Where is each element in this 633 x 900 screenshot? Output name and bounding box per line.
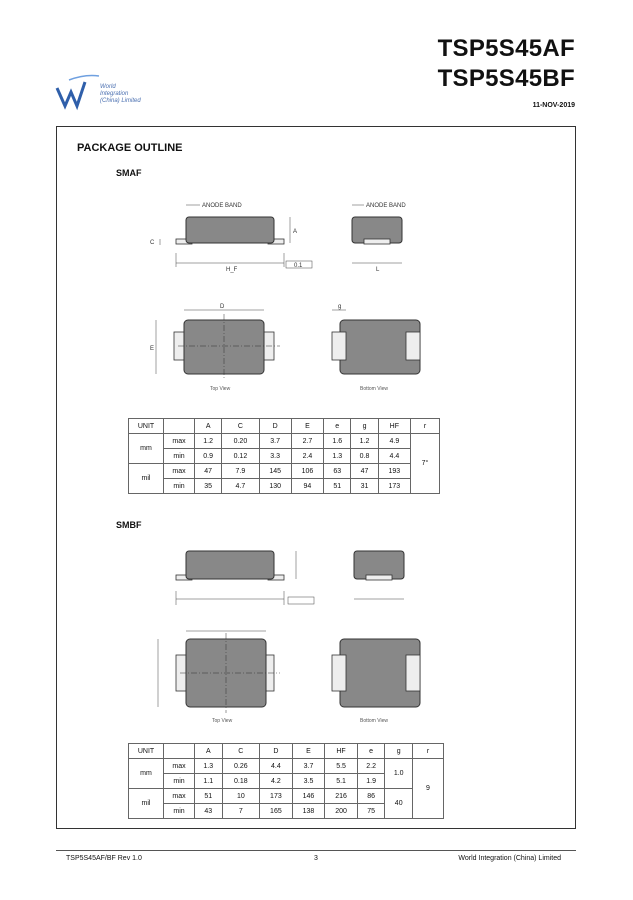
table-row: mm max 1.3 0.26 4.4 3.7 5.5 2.2 1.0 9 — [129, 759, 444, 774]
smbf-top-view — [150, 625, 300, 725]
smaf-tol-label: 0.1 — [294, 263, 303, 269]
footer-revision: TSP5S45AF/BF Rev 1.0 — [66, 855, 142, 862]
table-row: min 35 4.7 130 94 51 31 173 — [129, 479, 440, 494]
smaf-end-view — [340, 195, 420, 275]
smaf-c-label: C — [150, 240, 155, 246]
table-row: min 43 7 165 138 200 75 — [129, 804, 444, 819]
smaf-l-label: L — [376, 267, 380, 273]
smaf-bottom-view — [310, 300, 440, 395]
smbf-dimension-table — [128, 743, 444, 819]
smaf-a-label: A — [293, 229, 298, 235]
footer-page-number: 3 — [314, 855, 318, 862]
smaf-g-label: g — [338, 304, 342, 310]
smaf-hf-label: H_F — [226, 267, 238, 273]
document-date: 11-NOV-2019 — [532, 102, 575, 109]
table-row: mil max 47 7.9 145 106 63 47 193 — [129, 464, 440, 479]
footer-company: World Integration (China) Limited — [458, 855, 561, 862]
table-row: min 0.9 0.12 3.3 2.4 1.3 0.8 4.4 — [129, 449, 440, 464]
section-title: PACKAGE OUTLINE — [77, 142, 183, 154]
smaf-anode-label: ANODE BAND — [202, 203, 242, 209]
smaf-d-label: D — [220, 304, 225, 310]
smaf-dimension-table — [128, 418, 440, 494]
table-row: mil max 51 10 173 146 216 86 40 — [129, 789, 444, 804]
table-row: min 1.1 0.18 4.2 3.5 5.1 1.9 — [129, 774, 444, 789]
smbf-top-view-caption: Top View — [212, 718, 233, 724]
smaf-end-anode-label: ANODE BAND — [366, 203, 406, 209]
smaf-top-view-caption: Top View — [210, 386, 231, 392]
smaf-top-view — [150, 300, 310, 395]
table-row: mm max 1.2 0.20 3.7 2.7 1.6 1.2 4.9 7° — [129, 434, 440, 449]
table-row: UNIT A C D E e g HF r — [129, 419, 440, 434]
smbf-title: SMBF — [116, 520, 142, 530]
footer-divider — [56, 850, 576, 851]
logo-text: World Integration (China) Limited — [100, 84, 141, 104]
document-title: TSP5S45AF TSP5S45BF — [437, 35, 575, 92]
smaf-e-label: E — [150, 346, 155, 352]
smaf-bottom-view-caption: Bottom View — [360, 386, 388, 392]
smaf-title: SMAF — [116, 168, 142, 178]
smbf-side-view — [140, 545, 320, 610]
table-row: UNIT A C D E HF e g r — [129, 744, 444, 759]
smaf-side-view — [140, 195, 320, 275]
smbf-end-view — [340, 545, 420, 610]
smbf-bottom-view-caption: Bottom View — [360, 718, 388, 724]
smbf-bottom-view — [310, 625, 440, 725]
